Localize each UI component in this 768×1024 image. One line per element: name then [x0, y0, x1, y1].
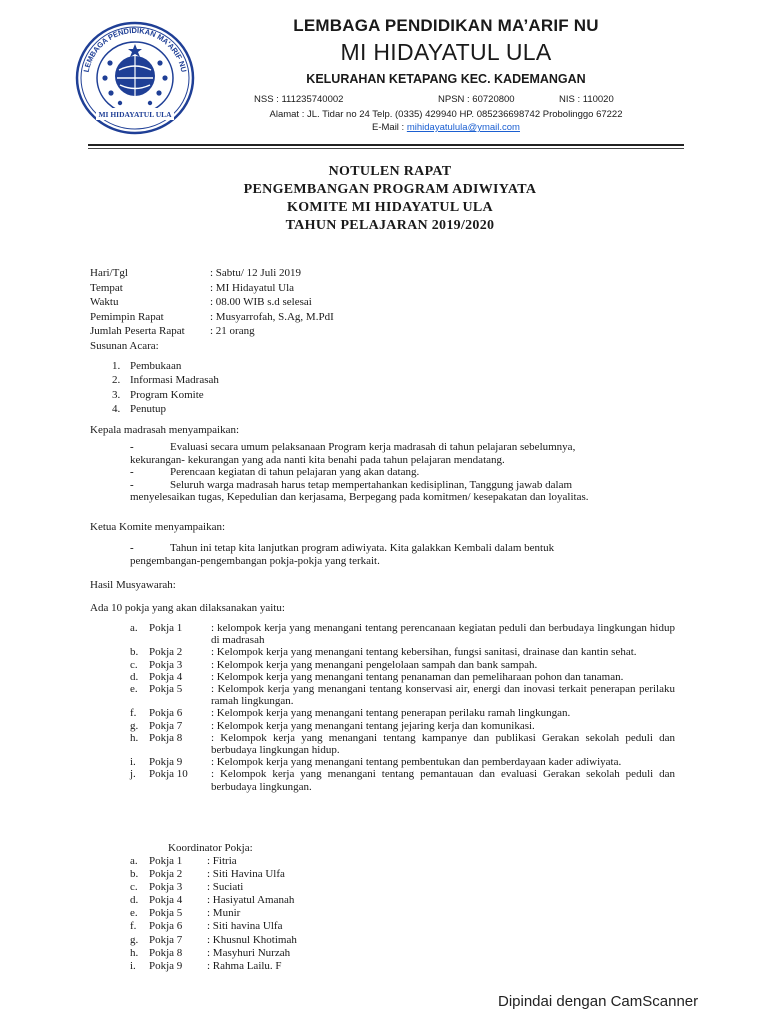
meeting-info: [90, 266, 334, 353]
list-item: a. Pokja 1 : Fitria: [130, 855, 237, 867]
kepala-points: [130, 441, 675, 504]
list-item: f. Pokja 6 : Kelompok kerja yang menangani tentang penerapan perilaku ramah lingkungan.: [130, 707, 571, 720]
meta-row: Tempat : MI Hidayatul Ula: [90, 281, 295, 294]
kepala-label: Kepala madrasah menyampaikan:: [90, 424, 240, 436]
meta-row: Pemimpin Rapat : Musyarrofah, S.Ag, M.PdI: [90, 310, 334, 323]
document-title: NOTULEN RAPAT PENGEMBANGAN PROGRAM ADIWIYATA KOMITE MI HIDAYATUL ULA TAHUN PELAJARAN 2019/2020: [243, 164, 537, 233]
list-item: c. Pokja 3 : Kelompok kerja yang menangani pengelolaan sampah dan bank sampah.: [130, 658, 538, 671]
list-item: h. Pokja 8 : Kelompok kerja yang menangani tentang kampanye dan publikasi Gerakan sekolah peduli dan berbudaya lingkungan hidup.: [130, 731, 675, 757]
list-item: h. Pokja 8 : Masyhuri Nurzah: [130, 946, 291, 959]
list-item: g. Pokja 7 : Kelompok kerja yang menangani tentang jejaring kerja dan komunikasi.: [130, 719, 535, 732]
list-item: b. Pokja 2 : Kelompok kerja yang menangani tentang kebersihan, fungsi sanitasi, drainase dan kantin sehat.: [130, 646, 637, 659]
school-name: MI HIDAYATUL ULA: [340, 39, 552, 65]
pokja-intro: Ada 10 pokja yang akan dilaksanakan yaitu:: [90, 602, 285, 614]
nss: NSS : 111235740002: [254, 94, 344, 105]
meta-row: Waktu : 08.00 WIB s.d selesai: [90, 296, 312, 308]
list-item: d. Pokja 4 : Hasiyatul Amanah: [130, 894, 295, 907]
list-item: e. Pokja 5 : Munir: [130, 907, 241, 920]
list-item: - Tahun ini tetap kita lanjutkan program adiwiyata. Kita galakkan Kembali dalam bentuk pengembangan-pengembangan pokja-pokja yang terkait.: [130, 542, 555, 567]
letterhead: [196, 16, 696, 133]
header-divider-thick: [88, 144, 684, 146]
list-item: - Evaluasi secara umum pelaksanaan Program kerja madrasah di tahun pelajaran sebelumnya, kekurangan- kekurangan yang ada nanti kita benahi pada tahun pelajaran mendatang.: [130, 441, 576, 466]
hasil-label: Hasil Musyawarah:: [90, 579, 176, 591]
koordinator-label: Koordinator Pokja:: [168, 842, 253, 854]
alamat: Alamat : JL. Tidar no 24 Telp. (0335) 429940 HP. 085236698742 Probolinggo 67222: [269, 109, 623, 120]
logo-ring-text: LEMBAGA PENDIDIKAN MA'ARIF NU: [81, 25, 189, 74]
address-line: KELURAHAN KETAPANG KEC. KADEMANGAN: [306, 72, 586, 86]
list-item: f. Pokja 6 : Siti havina Ulfa: [130, 920, 283, 933]
meta-row: Hari/Tgl : Sabtu/ 12 Juli 2019: [90, 267, 302, 279]
list-item: i. Pokja 9 : Kelompok kerja yang menangani tentang pembentukan dan pemberdayaan kader adiwiyata.: [130, 756, 622, 769]
org-name: LEMBAGA PENDIDIKAN MA’ARIF NU: [293, 16, 599, 35]
list-item: - Perencaan kegiatan di tahun pelajaran yang akan datang.: [130, 466, 420, 478]
list-item: 1. Pembukaan: [112, 360, 182, 372]
logo-bottom-text: MI HIDAYATUL ULA: [98, 110, 172, 119]
email-line: [196, 122, 696, 133]
list-item: i. Pokja 9 : Rahma Lailu. F: [130, 959, 282, 972]
npsn: NPSN : 60720800: [438, 94, 515, 105]
pokja-list: [130, 622, 675, 793]
header-divider-thin: [88, 148, 684, 149]
email-label: E-Mail :: [372, 122, 407, 133]
agenda-label: Susunan Acara:: [90, 339, 159, 352]
nis: NIS : 110020: [559, 94, 614, 105]
camscanner-watermark: Dipindai dengan CamScanner: [498, 993, 699, 1010]
list-item: 3. Program Komite: [112, 388, 204, 401]
meta-row: Jumlah Peserta Rapat : 21 orang: [90, 325, 255, 337]
email-link[interactable]: mihidayatulula@ymail.com: [406, 122, 520, 133]
list-item: 2. Informasi Madrasah: [112, 374, 219, 387]
ketua-label: Ketua Komite menyampaikan:: [90, 521, 226, 533]
list-item: - Seluruh warga madrasah harus tetap mempertahankan kedisiplinan, Tanggung jawab dalam menyelesaikan tugas, Kepedulian dan kerjasama, Berpegang pada komitmen/ kesepakatan dan loyalitas.: [130, 478, 589, 503]
list-item: b. Pokja 2 : Siti Havina Ulfa: [130, 868, 285, 881]
koordinator-list: [130, 855, 297, 973]
list-item: a. Pokja 1 : kelompok kerja yang menangani tentang perencanaan kegiatan peduli dan berbudaya lingkungan hidup di madrasah: [130, 622, 675, 647]
list-item: j. Pokja 10 : Kelompok kerja yang menangani tentang pemantauan dan evaluasi Gerakan sekolah peduli dan berbudaya lingkungan.: [130, 768, 675, 793]
list-item: g. Pokja 7 : Khusnul Khotimah: [130, 933, 297, 946]
agenda-list: [112, 359, 219, 416]
ketua-points: [130, 542, 675, 567]
school-logo: [74, 18, 196, 136]
list-item: d. Pokja 4 : Kelompok kerja yang menangani tentang penanaman dan pemeliharaan pohon dan tanaman.: [130, 670, 624, 683]
list-item: 4. Penutup: [112, 402, 167, 415]
list-item: e. Pokja 5 : Kelompok kerja yang menangani tentang konservasi air, energi dan inovasi terkait penerapan perilaku ramah lingkungan.: [130, 683, 675, 708]
school-ids: [196, 94, 696, 107]
list-item: c. Pokja 3 : Suciati: [130, 881, 244, 894]
